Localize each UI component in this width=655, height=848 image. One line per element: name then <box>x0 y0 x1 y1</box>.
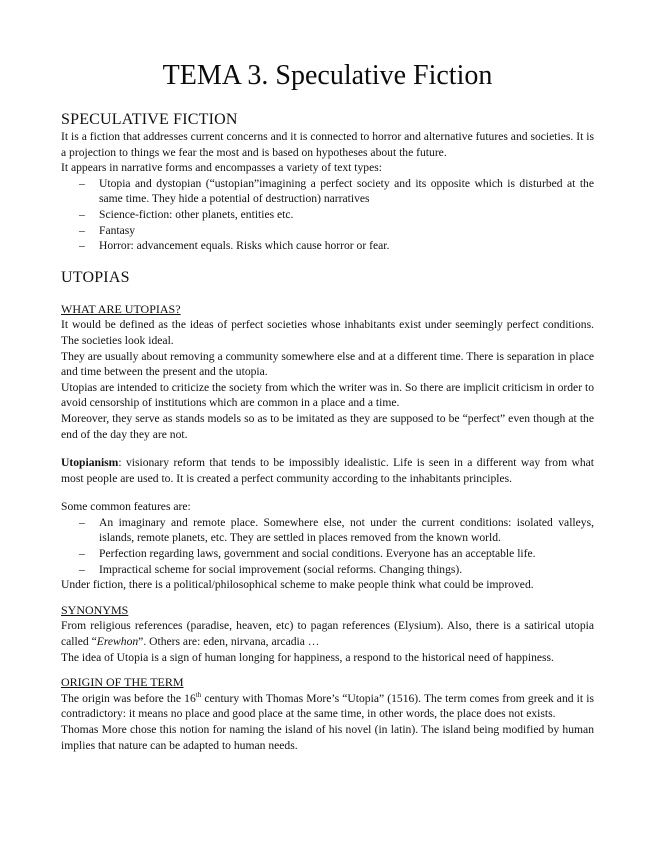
utopianism-term: Utopianism <box>61 456 119 470</box>
paragraph: The idea of Utopia is a sign of human longing for happiness, a respond to the historical need of happiness. <box>61 650 554 664</box>
list-item: – Horror: advancement equals. Risks which cause horror or fear. <box>61 238 594 254</box>
section-synonyms <box>61 603 594 665</box>
paragraph: They are usually about removing a community somewhere else and at a different time. There is separation in place and time between the present and the utopia. <box>61 349 594 379</box>
paragraph: The origin was before the 16th century with Thomas More’s “Utopia” (1516). The term comes from greek and it is contradictory: it means no place and good place at the same time, in other words, the place does not exists. <box>61 690 594 721</box>
paragraph: Thomas More chose this notion for naming the island of his novel (in latin). The island being modified by human implies that nature can be adapted to human needs. <box>61 723 594 752</box>
list-item: – Utopia and dystopian (“ustopian”imagining a perfect society and its opposite which is disturbed at the same time. They hide a potential of destruction) narratives <box>61 176 594 207</box>
paragraph: It would be defined as the ideas of perfect societies whose inhabitants exist under seemingly perfect conditions. The societies look ideal. <box>61 318 594 347</box>
erewhon-title: Erewhon <box>96 635 139 649</box>
paragraph: Moreover, they serve as stands models so as to be imitated as they are supposed to be “perfect” even though at the end of the day they are not. <box>61 411 594 441</box>
paragraph: Utopias are intended to criticize the society from which the writer was in. So there are implicit criticism in order to avoid censorship of institutions which are common in a place and a time. <box>61 380 594 410</box>
list-item: – Fantasy <box>61 223 594 239</box>
subheading-what-are-utopias: WHAT ARE UTOPIAS? <box>61 301 181 316</box>
page-title: TEMA 3. Speculative Fiction <box>162 60 493 91</box>
utopianism-text: : visionary reform that tends to be impossibly idealistic. Life is seen in a different way from what most people are used to. It is created a perfect community according to the inhabitants principles. <box>61 456 594 485</box>
list-item: – Impractical scheme for social improvement (social reforms. Changing things). <box>61 562 594 578</box>
list-item: – An imaginary and remote place. Somewhere else, not under the current conditions: isolated valleys, islands, remote planets, etc. They are settled in places removed from the known world. <box>61 515 594 546</box>
list-item: – Science-fiction: other planets, entities etc. <box>61 207 594 223</box>
heading-speculative-fiction: SPECULATIVE FICTION <box>61 111 238 128</box>
subheading-synonyms: SYNONYMS <box>61 602 129 617</box>
features-intro: Some common features are: <box>61 500 191 514</box>
paragraph: From religious references (paradise, heaven, etc) to pagan references (Elysium). Also, there is a satirical utopia called “Erewhon”. Others are: eden, nirvana, arcadia … <box>61 619 594 649</box>
section-origin <box>61 675 594 753</box>
features-list <box>61 515 594 577</box>
paragraph: Under fiction, there is a political/philosophical scheme to make people think what could be improved. <box>61 578 534 592</box>
section-speculative-fiction <box>61 110 594 254</box>
list-item: – Perfection regarding laws, government and social conditions. Everyone has an acceptable life. <box>61 546 594 562</box>
utopianism-definition <box>61 455 594 486</box>
section-utopias <box>61 268 594 593</box>
paragraph: It appears in narrative forms and encompasses a variety of text types: <box>61 161 382 175</box>
text-types-list <box>61 176 594 254</box>
heading-utopias: UTOPIAS <box>61 268 130 286</box>
subheading-origin-of-the-term: ORIGIN OF THE TERM <box>61 675 184 690</box>
paragraph: It is a fiction that addresses current concerns and it is connected to horror and alternative futures and societies. It is a projection to things we fear the most and is based on hypotheses about the future. <box>61 130 594 159</box>
